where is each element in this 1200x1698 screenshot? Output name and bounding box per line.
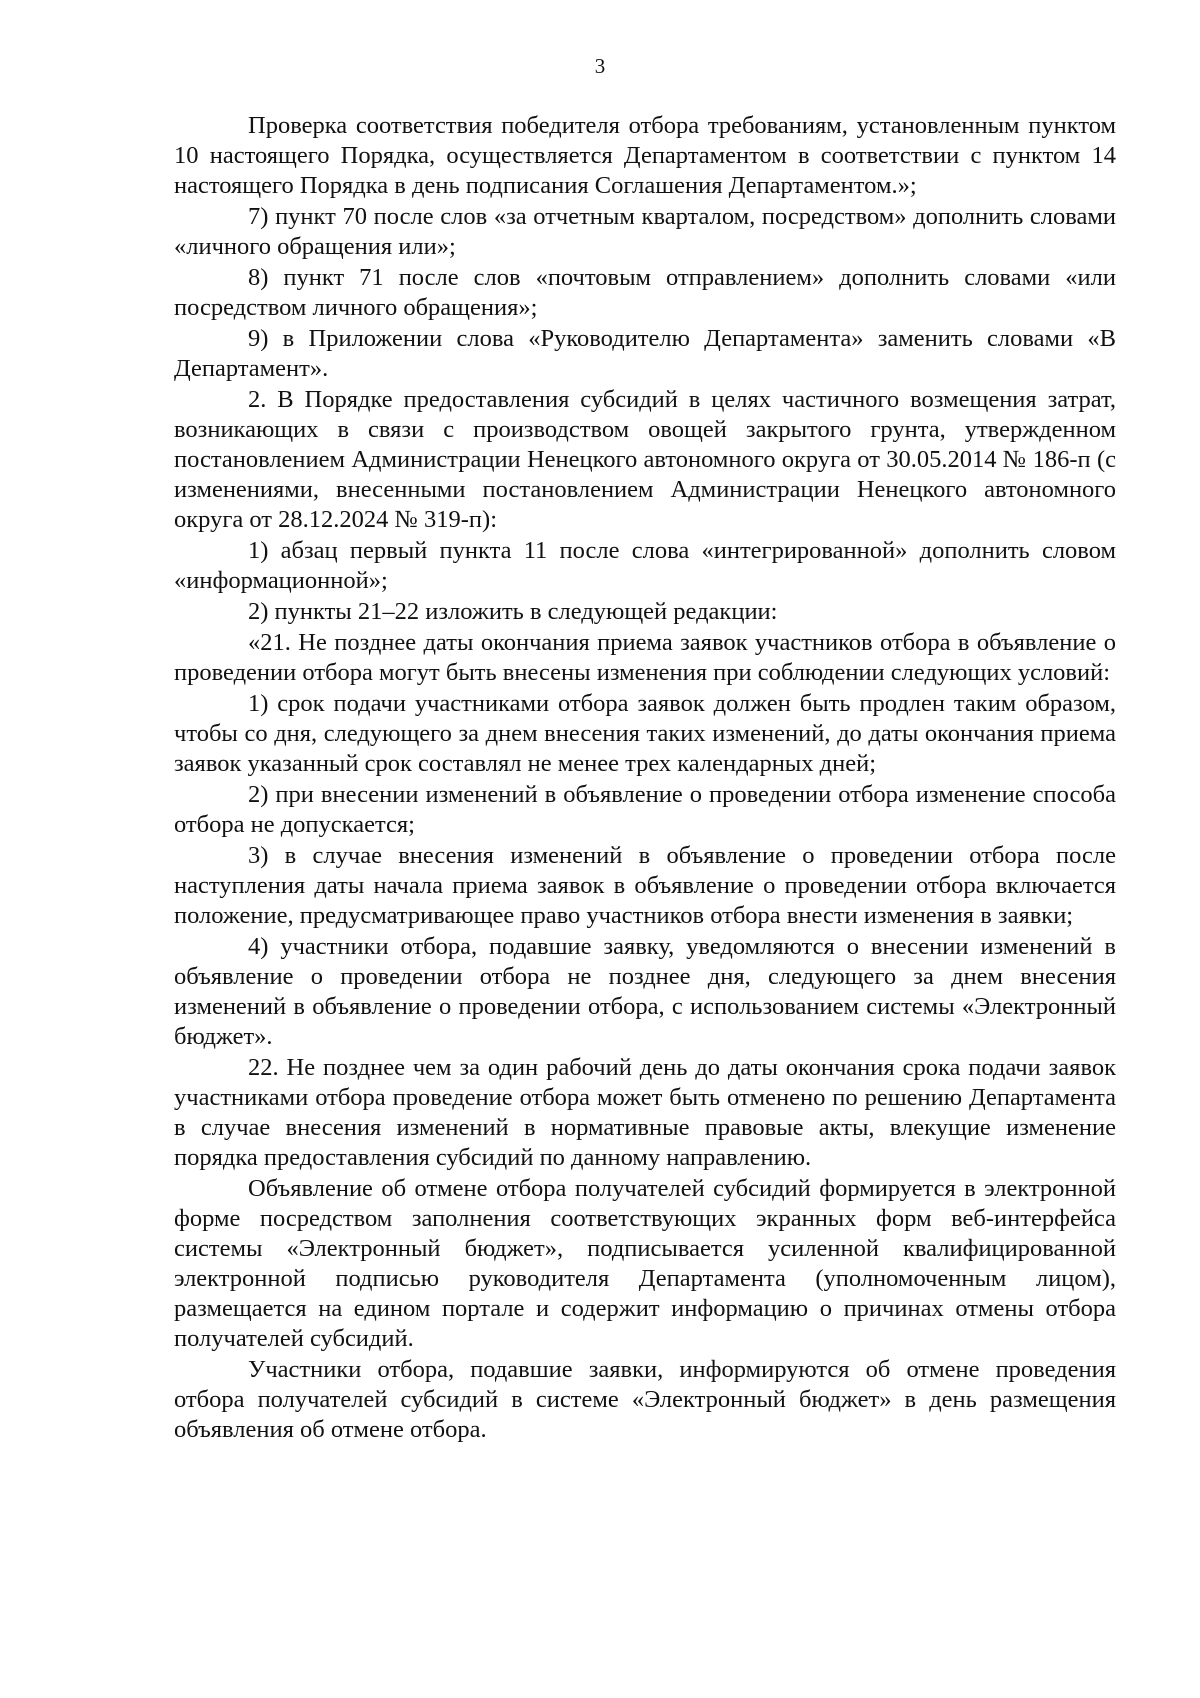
page-number: 3 — [594, 54, 606, 78]
paragraph-clause-21: «21. Не позднее даты окончания приема заявок участников отбора в объявление о проведении отбора могут быть внесены изменения при соблюдении следующих условий: — [174, 629, 1116, 686]
paragraph-clause-22: 22. Не позднее чем за один рабочий день до даты окончания срока подачи заявок участниками отбора проведение отбора может быть отменено по решению Департамента в случае внесения изменений в нормативные правовые акты, влекущие изменение порядка предоставления субсидий по данному направлению. — [174, 1054, 1116, 1171]
paragraph-item-8: 8) пункт 71 после слов «почтовым отправлением» дополнить словами «или посредством личного обращения»; — [174, 264, 1116, 321]
paragraph-section-2: 2. В Порядке предоставления субсидий в целях частичного возмещения затрат, возникающих в связи с производством овощей закрытого грунта, утвержденном постановлением Администрации Ненецкого автономного округа от 30.05.2014 № 186-п (с изменениями, внесенными постановлением Администрации Ненецкого автономного округа от 28.12.2024 № 319-п): — [174, 386, 1116, 533]
paragraph-winner-check: Проверка соответствия победителя отбора требованиям, установленным пунктом 10 настоящего Порядка, осуществляется Департаментом в соответствии с пунктом 14 настоящего Порядка в день подписания Соглашения Департаментом.»; — [174, 112, 1116, 199]
paragraph-condition-2: 2) при внесении изменений в объявление о проведении отбора изменение способа отбора не допускается; — [174, 781, 1116, 838]
paragraph-cancellation-notice: Объявление об отмене отбора получателей субсидий формируется в электронной форме посредством заполнения соответствующих экранных форм веб-интерфейса системы «Электронный бюджет», подписывается усиленной квалифицированной электронной подписью руководителя Департамента (уполномоченным лицом), размещается на едином портале и содержит информацию о причинах отмены отбора получателей субсидий. — [174, 1175, 1116, 1352]
paragraph-condition-1: 1) срок подачи участниками отбора заявок должен быть продлен таким образом, чтобы со дня, следующего за днем внесения таких изменений, до даты окончания приема заявок указанный срок составлял не менее трех календарных дней; — [174, 690, 1116, 777]
document-body — [174, 111, 1116, 1445]
paragraph-item-7: 7) пункт 70 после слов «за отчетным кварталом, посредством» дополнить словами «личного обращения или»; — [174, 203, 1116, 260]
paragraph-subitem-1: 1) абзац первый пункта 11 после слова «интегрированной» дополнить словом «информационной»; — [174, 537, 1116, 594]
paragraph-condition-3: 3) в случае внесения изменений в объявление о проведении отбора после наступления даты начала приема заявок в объявление о проведении отбора включается положение, предусматривающее право участников отбора внести изменения в заявки; — [174, 842, 1116, 929]
paragraph-condition-4: 4) участники отбора, подавшие заявку, уведомляются о внесении изменений в объявление о проведении отбора не позднее дня, следующего за днем внесения изменений в объявление о проведении отбора, с использованием системы «Электронный бюджет». — [174, 933, 1116, 1050]
paragraph-subitem-2: 2) пункты 21–22 изложить в следующей редакции: — [248, 598, 778, 625]
paragraph-participants-informed: Участники отбора, подавшие заявки, информируются об отмене проведения отбора получателей субсидий в системе «Электронный бюджет» в день размещения объявления об отмене отбора. — [174, 1356, 1116, 1443]
paragraph-item-9: 9) в Приложении слова «Руководителю Департамента» заменить словами «В Департамент». — [174, 325, 1116, 382]
